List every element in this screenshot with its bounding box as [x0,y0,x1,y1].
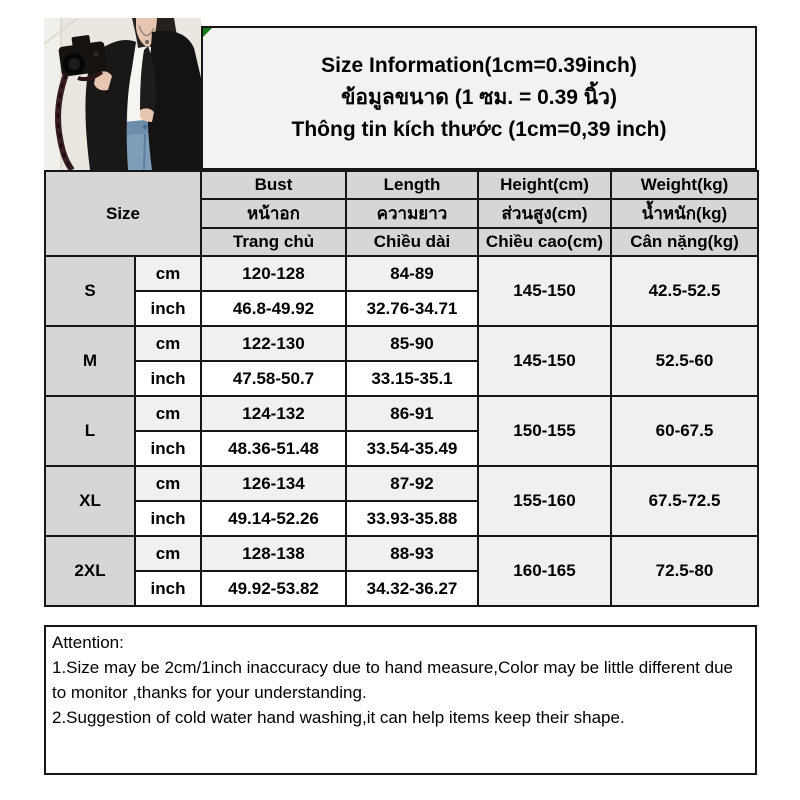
unit-cm-cell: cm [135,256,201,291]
height-header-vi: Chiều cao(cm) [478,228,611,256]
bust-inch-cell: 47.58-50.7 [201,361,346,396]
model-photo-illustration [44,18,201,170]
unit-inch-cell: inch [135,291,201,326]
length-cm-cell: 88-93 [346,536,478,571]
length-inch-cell: 33.54-35.49 [346,431,478,466]
size-cell: 2XL [45,536,135,606]
size-table [44,170,759,607]
weight-cell: 60-67.5 [611,396,758,466]
size-cell: XL [45,466,135,536]
height-cell: 155-160 [478,466,611,536]
height-cell: 150-155 [478,396,611,466]
weight-cell: 42.5-52.5 [611,256,758,326]
title-english: Size Information(1cm=0.39inch) [321,54,637,77]
size-information-title-box [201,26,757,170]
length-cm-cell: 85-90 [346,326,478,361]
height-cell: 145-150 [478,256,611,326]
weight-header-en: Weight(kg) [611,171,758,199]
unit-inch-cell: inch [135,361,201,396]
table-row [45,536,758,571]
unit-cm-cell: cm [135,396,201,431]
unit-inch-cell: inch [135,431,201,466]
bust-cm-cell: 122-130 [201,326,346,361]
height-header-th: ส่วนสูง(cm) [478,199,611,228]
attention-heading: Attention: [52,633,124,652]
length-inch-cell: 33.15-35.1 [346,361,478,396]
table-row [45,396,758,431]
bust-cm-cell: 124-132 [201,396,346,431]
length-cm-cell: 84-89 [346,256,478,291]
bust-cm-cell: 128-138 [201,536,346,571]
weight-cell: 52.5-60 [611,326,758,396]
length-cm-cell: 87-92 [346,466,478,501]
length-header-vi: Chiều dài [346,228,478,256]
unit-cm-cell: cm [135,466,201,501]
attention-box [44,625,757,775]
height-cell: 160-165 [478,536,611,606]
bust-inch-cell: 46.8-49.92 [201,291,346,326]
table-row [45,256,758,291]
bust-inch-cell: 48.36-51.48 [201,431,346,466]
attention-note-2: 2.Suggestion of cold water hand washing,it can help items keep their shape. [52,708,625,727]
bust-inch-cell: 49.14-52.26 [201,501,346,536]
weight-header-th: น้ำหนัก(kg) [611,199,758,228]
weight-cell: 67.5-72.5 [611,466,758,536]
length-header-th: ความยาว [346,199,478,228]
table-row [45,466,758,501]
unit-inch-cell: inch [135,571,201,606]
weight-cell: 72.5-80 [611,536,758,606]
header-row-english [45,171,758,199]
height-cell: 145-150 [478,326,611,396]
unit-cm-cell: cm [135,536,201,571]
bust-cm-cell: 126-134 [201,466,346,501]
size-cell: S [45,256,135,326]
weight-header-vi: Cân nặng(kg) [611,228,758,256]
attention-note-1: 1.Size may be 2cm/1inch inaccuracy due to hand measure,Color may be little different due to monitor ,thanks for your understanding. [52,658,733,702]
unit-cm-cell: cm [135,326,201,361]
bust-header-th: หน้าอก [201,199,346,228]
unit-inch-cell: inch [135,501,201,536]
title-thai: ข้อมูลขนาด (1 ซม. = 0.39 นิ้ว) [341,86,617,109]
bust-header-vi: Trang chủ [201,228,346,256]
length-header-en: Length [346,171,478,199]
bust-cm-cell: 120-128 [201,256,346,291]
height-header-en: Height(cm) [478,171,611,199]
cell-comment-marker-icon [203,28,212,37]
size-cell: M [45,326,135,396]
length-inch-cell: 34.32-36.27 [346,571,478,606]
product-photo [44,18,201,170]
length-inch-cell: 33.93-35.88 [346,501,478,536]
length-inch-cell: 32.76-34.71 [346,291,478,326]
title-vietnamese: Thông tin kích thước (1cm=0,39 inch) [291,118,667,141]
length-cm-cell: 86-91 [346,396,478,431]
bust-header-en: Bust [201,171,346,199]
table-row [45,326,758,361]
bust-inch-cell: 49.92-53.82 [201,571,346,606]
size-header-cell: Size [45,171,201,256]
size-cell: L [45,396,135,466]
